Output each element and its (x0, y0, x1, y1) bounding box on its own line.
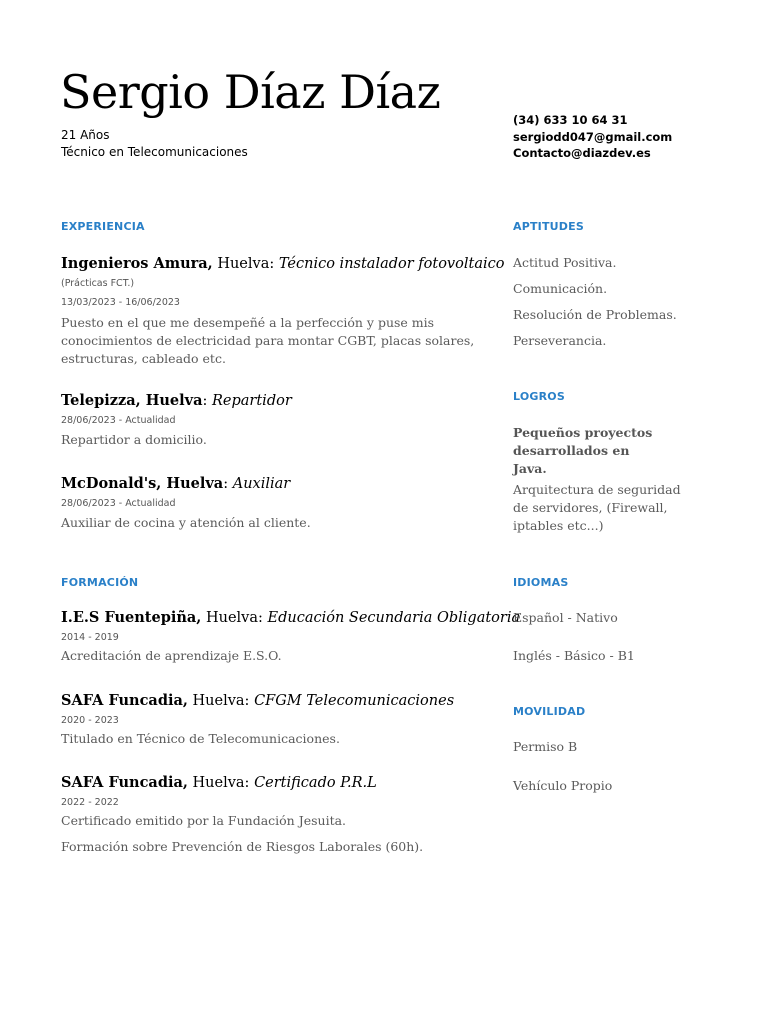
entry-dates: 2022 - 2022 (61, 797, 119, 808)
entry-institution: I.E.S Fuentepiña, (61, 609, 202, 626)
entry-location: : (202, 393, 212, 409)
section-title-formacion: FORMACIÓN (61, 576, 139, 589)
aptitude-item: Comunicación. (513, 281, 608, 296)
language-item: Inglés - Básico - B1 (513, 648, 635, 663)
mobility-item: Permiso B (513, 739, 578, 754)
experience-entry (61, 391, 476, 449)
entry-description: Titulado en Técnico de Telecomunicaciones. (61, 731, 340, 746)
section-title-idiomas: IDIOMAS (513, 576, 569, 589)
entry-location: : (223, 476, 233, 492)
aptitude-item: Resolución de Problemas. (513, 307, 677, 322)
education-entry (61, 691, 476, 748)
entry-dates: 13/03/2023 - 16/06/2023 (61, 297, 180, 308)
entry-heading (61, 474, 476, 494)
mobility-item: Vehículo Propio (513, 778, 613, 793)
entry-description-extra: Formación sobre Prevención de Riesgos Laborales (60h). (61, 839, 424, 854)
entry-description: Repartidor a domicilio. (61, 432, 207, 447)
aptitude-item: Perseverancia. (513, 333, 607, 348)
movilidad-section (513, 705, 713, 718)
entry-role: Auxiliar (232, 476, 291, 492)
entry-description: Acreditación de aprendizaje E.S.O. (61, 648, 282, 663)
section-title-logros: LOGROS (513, 390, 565, 403)
entry-degree: CFGM Telecomunicaciones (254, 693, 455, 709)
entry-heading (61, 608, 521, 628)
section-title-aptitudes: APTITUDES (513, 220, 584, 233)
education-entry (61, 608, 521, 665)
entry-dates: 2020 - 2023 (61, 715, 119, 726)
entry-company: McDonald's, Huelva (61, 475, 224, 492)
entry-location: Huelva: (212, 256, 279, 272)
formacion-section (61, 576, 476, 589)
section-title-movilidad: MOVILIDAD (513, 705, 586, 718)
contact-block (513, 112, 672, 162)
aptitudes-section (513, 220, 713, 233)
achievement-item: Pequeños proyectos desarrollados en Java. (513, 425, 653, 476)
email-text: sergiodd047@gmail.com (513, 129, 673, 144)
experiencia-section (61, 220, 476, 233)
entry-institution: SAFA Funcadia, (61, 774, 188, 791)
entry-company: Ingenieros Amura, (61, 255, 213, 272)
email-secondary-text: Contacto@diazdev.es (513, 146, 651, 160)
entry-description: Auxiliar de cocina y atención al cliente. (61, 515, 311, 530)
profession-text: Técnico en Telecomunicaciones (61, 145, 248, 159)
entry-note: (Prácticas FCT.) (61, 278, 135, 289)
entry-heading (61, 254, 505, 274)
entry-company: Telepizza, Huelva (61, 392, 203, 409)
education-entry (61, 773, 476, 856)
age-text: 21 Años (61, 128, 110, 142)
entry-dates: 2014 - 2019 (61, 632, 119, 643)
entry-description: Puesto en el que me desempeñé a la perfección y puse mis conocimientos de electricidad para montar CGBT, placas solares, estructuras, cableado etc. (61, 315, 475, 366)
phone-text: (34) 633 10 64 31 (513, 113, 628, 127)
entry-institution: SAFA Funcadia, (61, 692, 188, 709)
entry-role: Repartidor (212, 393, 292, 409)
experience-entry (61, 474, 476, 532)
entry-location: Huelva: (201, 610, 268, 626)
entry-heading (61, 391, 476, 411)
entry-heading (61, 691, 476, 711)
entry-degree: Educación Secundaria Obligatoria (267, 610, 521, 626)
candidate-name: Sergio Díaz Díaz (60, 65, 441, 119)
entry-location: Huelva: (187, 775, 255, 791)
subheader-info (61, 127, 248, 161)
logros-section (513, 390, 713, 403)
entry-heading (61, 773, 476, 793)
entry-role: Técnico instalador fotovoltaico (278, 256, 505, 272)
entry-location: Huelva: (187, 693, 255, 709)
experience-entry (61, 254, 505, 368)
language-item: Español - Nativo (513, 610, 618, 625)
section-title-experiencia: EXPERIENCIA (61, 220, 145, 233)
entry-degree: Certificado P.R.L (254, 775, 377, 791)
entry-dates: 28/06/2023 - Actualidad (61, 415, 176, 426)
entry-dates: 28/06/2023 - Actualidad (61, 498, 176, 509)
entry-description: Certificado emitido por la Fundación Jesuita. (61, 813, 347, 828)
achievement-item: Arquitectura de seguridad de servidores, (Firewall, iptables etc...) (513, 482, 681, 533)
aptitude-item: Actitud Positiva. (513, 255, 617, 270)
idiomas-section (513, 576, 713, 589)
